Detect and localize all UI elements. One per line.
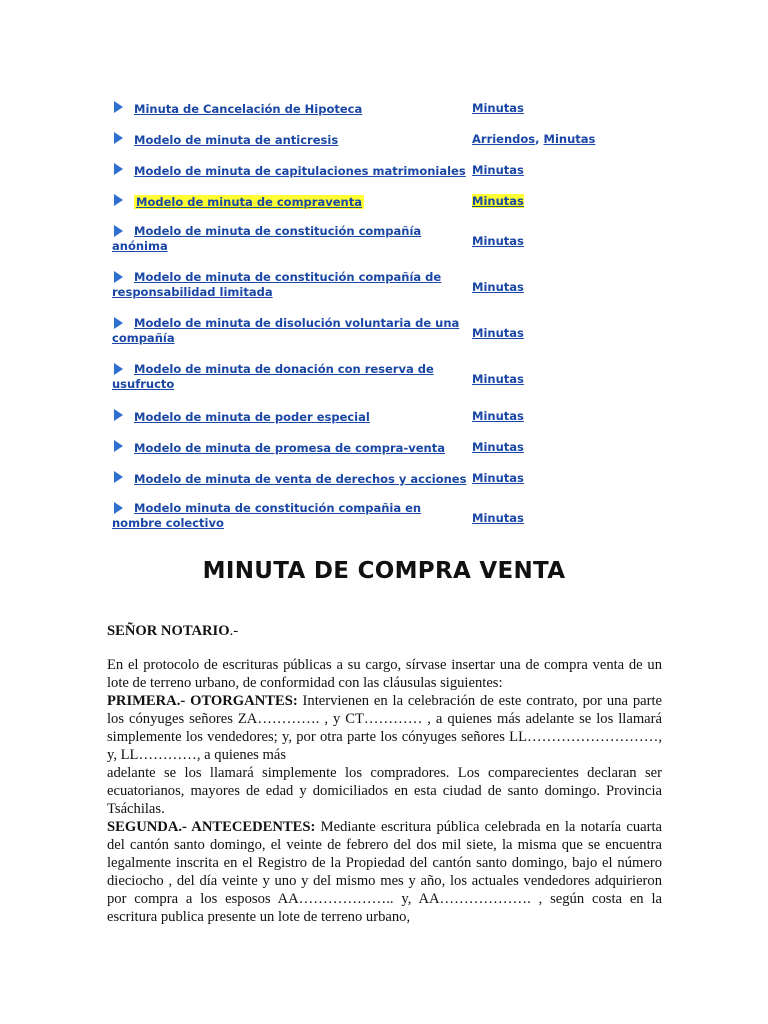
intro-paragraph: En el protocolo de escrituras públicas a su cargo, sírvase insertar una de compra venta de un lote de terreno urbano, de conformidad con las cláusulas siguientes:: [107, 657, 662, 691]
category-link-minutas[interactable]: Minutas: [472, 471, 524, 485]
link-compania-nombre-colectivo[interactable]: Modelo minuta de constitución compañia en nombre colectivo: [112, 501, 422, 530]
arrow-right-icon: [114, 409, 123, 421]
list-item: [112, 435, 632, 466]
category-link-minutas[interactable]: Minutas: [472, 194, 524, 208]
category-link-arriendos[interactable]: Arriendos: [472, 132, 536, 146]
category-links: [472, 280, 524, 295]
category-links: [472, 471, 524, 486]
arrow-right-icon: [114, 440, 123, 452]
list-item: [112, 466, 632, 497]
clause-segunda-label: SEGUNDA.- ANTECEDENTES:: [107, 819, 316, 835]
category-links: [472, 163, 524, 178]
clause-primera-text: Intervienen en la celebración de este contrato, por una parte los cónyuges señores ZA…………. , y CT………… , a quienes más adelante se los llamará simplemente los vendedores; y, por otra parte los cónyuges señores LL………………………, y, LL…………, a quienes más: [107, 693, 662, 763]
arrow-right-icon: [114, 194, 123, 206]
category-links: [472, 372, 524, 387]
link-donacion-usufructo[interactable]: Modelo de minuta de donación con reserva de usufructo: [112, 362, 434, 391]
link-constitucion-compania-anonima[interactable]: Modelo de minuta de constitución compañía anónima: [112, 224, 422, 253]
clause-segunda-text: Mediante escritura pública celebrada en la notaría cuarta del cantón santo domingo, el veinte de febrero del dos mil siete, la misma que se encuentra legalmente inscrita en el Registro de la Propiedad del cantón santo domingo, bajo el número dieciocho , del día veinte y uno y del mismo mes y año, los actuales vendedores adquirieron por compra a los esposos AA……………….. y, AA………………. , según costa en la escritura publica presente un lote de terreno urbano,: [107, 819, 662, 925]
category-link-minutas[interactable]: Minutas: [472, 511, 524, 525]
list-item: [112, 189, 632, 220]
category-links: [472, 511, 524, 526]
list-item: [112, 312, 632, 358]
link-poder-especial[interactable]: Modelo de minuta de poder especial: [134, 410, 370, 424]
category-link-minutas[interactable]: Minutas: [472, 280, 524, 294]
category-link-minutas[interactable]: Minutas: [543, 132, 596, 146]
list-item: [112, 404, 632, 435]
category-link-minutas[interactable]: Minutas: [472, 326, 524, 340]
category-links: [472, 101, 524, 116]
category-link-minutas[interactable]: Minutas: [472, 234, 524, 248]
document-heading: MINUTA DE COMPRA VENTA: [202, 558, 566, 584]
list-item: [112, 358, 632, 404]
minutas-link-list: [112, 96, 632, 543]
arrow-right-icon: [114, 101, 123, 113]
category-link-minutas[interactable]: Minutas: [472, 101, 524, 115]
link-constitucion-responsabilidad-limitada[interactable]: Modelo de minuta de constitución compañía de responsabilidad limitada: [112, 270, 442, 299]
arrow-right-icon: [114, 471, 123, 483]
document-body: [107, 622, 662, 926]
category-links: [472, 194, 524, 209]
category-links: [472, 234, 524, 249]
list-item: [112, 158, 632, 189]
salutation-text: SEÑOR NOTARIO: [107, 623, 230, 639]
category-link-minutas[interactable]: Minutas: [472, 163, 524, 177]
category-links: [472, 409, 524, 424]
category-links: [472, 440, 524, 455]
salutation-suffix: .-: [229, 623, 239, 639]
category-link-minutas[interactable]: Minutas: [472, 440, 524, 454]
category-link-minutas[interactable]: Minutas: [472, 372, 524, 386]
link-anticresis[interactable]: Modelo de minuta de anticresis: [134, 133, 339, 147]
category-links: Arriendos, Minutas: [472, 132, 596, 146]
clause-primera-label: PRIMERA.- OTORGANTES:: [107, 693, 298, 709]
salutation: [107, 622, 662, 640]
link-cancelacion-hipoteca[interactable]: Minuta de Cancelación de Hipoteca: [134, 102, 363, 116]
list-item: [112, 266, 632, 312]
category-links: [472, 326, 524, 341]
list-item: [112, 127, 632, 158]
arrow-right-icon: [114, 163, 123, 175]
highlighted-text: Modelo de minuta de compraventa: [136, 195, 362, 209]
clause-primera: [107, 692, 662, 764]
clause-primera-continuation: adelante se los llamará simplemente los compradores. Los comparecientes declaran ser ecuatorianos, mayores de edad y domiciliados en esta ciudad de santo domingo. Provincia Tsáchilas.: [107, 765, 662, 817]
link-capitulaciones-matrimoniales[interactable]: Modelo de minuta de capitulaciones matrimoniales: [134, 164, 466, 178]
arrow-right-icon: [114, 132, 123, 144]
list-item: [112, 497, 632, 543]
link-venta-derechos-acciones[interactable]: Modelo de minuta de venta de derechos y acciones: [134, 472, 467, 486]
list-item: [112, 96, 632, 127]
link-compraventa[interactable]: [134, 195, 486, 210]
list-item: [112, 220, 632, 266]
link-disolucion-voluntaria[interactable]: Modelo de minuta de disolución voluntaria de una compañía: [112, 316, 460, 345]
clause-segunda: [107, 818, 662, 926]
link-promesa-compra-venta[interactable]: Modelo de minuta de promesa de compra-venta: [134, 441, 445, 455]
category-link-minutas[interactable]: Minutas: [472, 409, 524, 423]
